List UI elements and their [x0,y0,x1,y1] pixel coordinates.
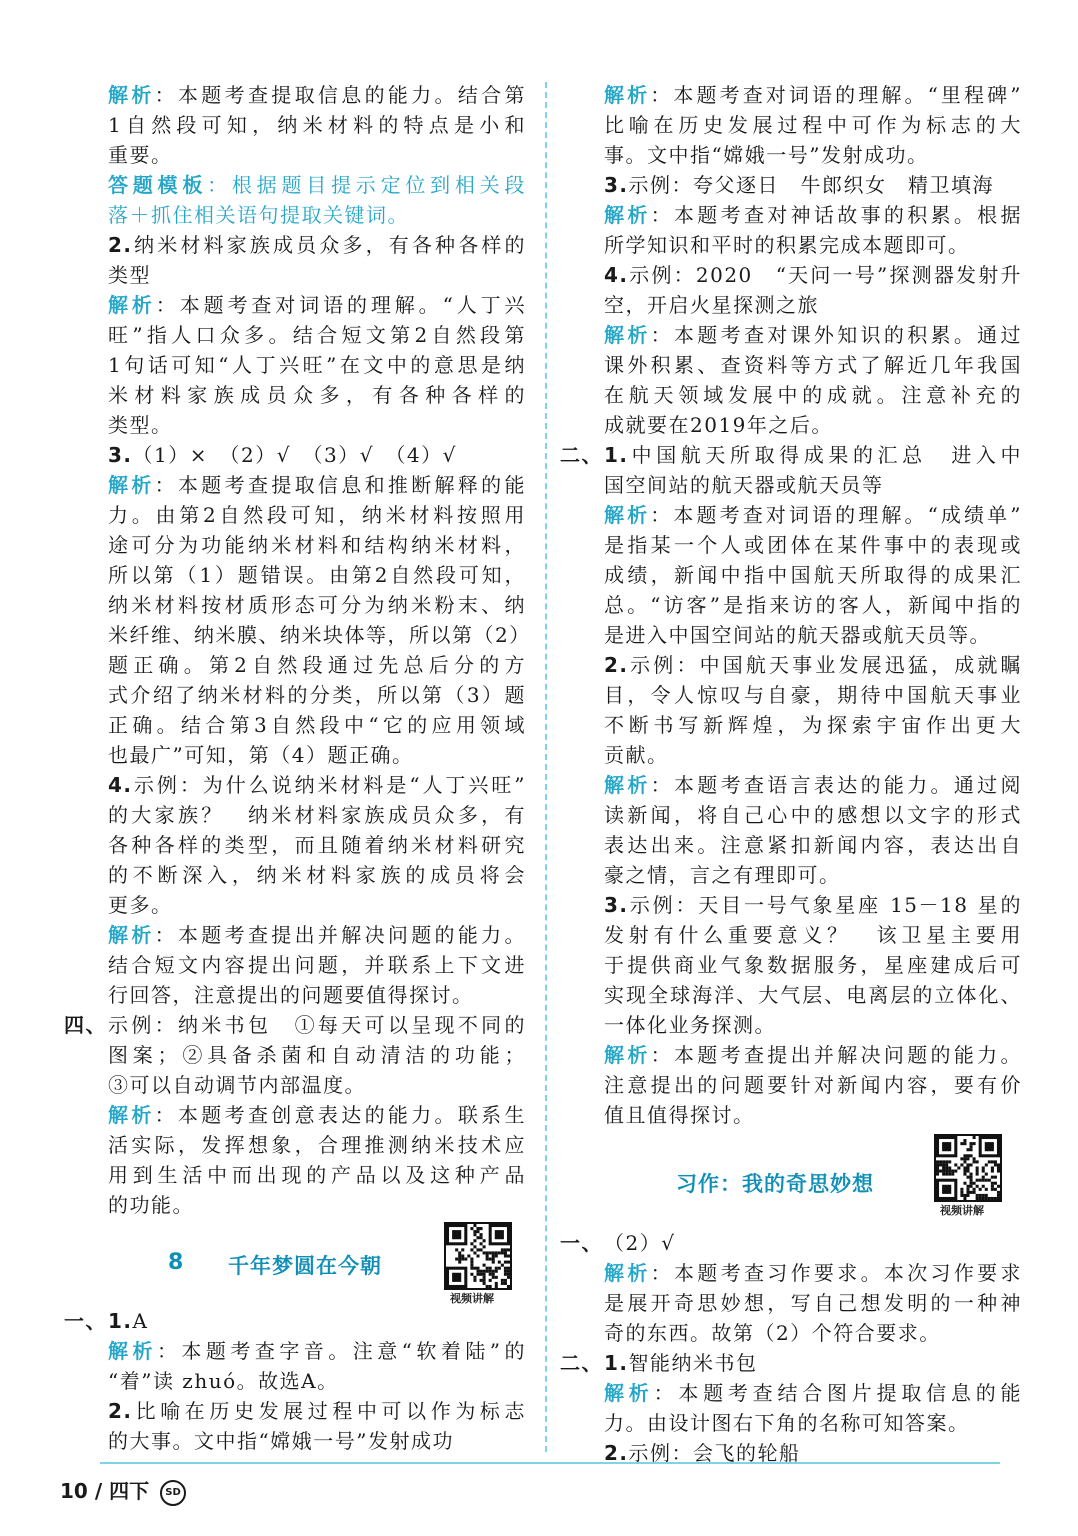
line-text: 示例：天目一号气象星座 15－18 星的 [628,893,1022,917]
line-text: （1）× （2）√ （3）√ （4）√ [132,443,457,467]
text-line [108,140,526,170]
line-text: 目，令人惊叹与自豪，期待中国航天事业 [604,683,1022,707]
question-number: 3. [108,443,133,467]
text-line [108,230,526,260]
text-line [604,530,1022,560]
line-text: 发射有什么重要意义？ 该卫星主要用 [604,923,1022,947]
text-line [560,1228,1022,1258]
text-line [108,620,531,650]
text-line [604,620,1022,650]
right-column [560,80,1023,1468]
line-text: 题正确。第2自然段通过先总后分的方 [108,653,526,677]
right-answers-block [560,80,1023,1130]
text-line [108,1396,526,1426]
line-text: 国空间站的航天器或航天员等 [604,473,884,497]
line-text: 贡献。 [604,743,669,767]
text-line [108,320,526,350]
text-line [604,740,1022,770]
line-text: 智能纳米书包 [628,1351,758,1375]
text-line [108,470,526,500]
line-text: 落＋抓住相关语句提取关键词。 [108,203,409,227]
text-line [108,830,526,860]
line-text: ：本题考查对词语的理解。“成绩单” [650,503,1023,527]
line-text: ：本题考查提取信息的能力。结合第 [154,83,527,107]
text-line [108,680,526,710]
text-line [108,1190,526,1220]
question-number: 3. [604,893,629,917]
analysis-label: 解析 [604,1381,654,1405]
line-text: ：本题考查结合图片提取信息的能 [653,1381,1022,1405]
line-text: 重要。 [108,143,173,167]
text-line [604,140,1022,170]
line-text: 纳米材料家族成员众多，有各种各样的 [132,233,526,257]
line-text: 读新闻，将自己心中的感想以文字的形式 [604,803,1022,827]
text-line [108,350,526,380]
text-line [108,530,526,560]
analysis-label: 解析 [604,83,651,107]
line-text: 空，开启火星探测之旅 [604,293,819,317]
line-text: ：本题考查字音。注意“软着陆”的 [156,1339,527,1363]
analysis-label: 解析 [108,473,155,497]
left-answers-block [64,80,531,1220]
analysis-label: 解析 [108,1103,155,1127]
text-line [108,260,526,290]
text-line [108,740,526,770]
question-number: 2. [604,653,629,677]
analysis-label: 解析 [604,773,651,797]
column-divider [545,82,547,1452]
line-text: 也最广”可知，第（4）题正确。 [108,743,414,767]
line-text: ：本题考查创意表达的能力。联系生 [154,1103,527,1127]
line-text: 的不断深入，纳米材料家族的成员将会 [108,863,526,887]
line-text: 一体化业务探测。 [604,1013,776,1037]
line-text: 的大家族？ 纳米材料家族成员众多，有 [108,803,526,827]
section-marker: 四、 [64,1013,107,1037]
line-text: 示例：夸父逐日 牛郎织女 精卫填海 [628,173,995,197]
text-line [108,890,526,920]
line-text: 是进入中国空间站的航天器或航天员等。 [604,623,991,647]
text-line [108,1100,526,1130]
line-text: ：本题考查提出并解决问题的能力。 [154,923,527,947]
text-line [604,80,1022,110]
text-line [604,170,1022,200]
line-text: ：本题考查对课外知识的积累。通过 [650,323,1023,347]
template-label: 答题模板 [108,173,208,197]
text-line [108,590,526,620]
text-line [108,560,526,590]
text-line [604,800,1022,830]
text-line [604,1040,1022,1070]
composition-header [604,1130,1022,1228]
text-line [108,860,526,890]
lesson-8-answers [64,1306,527,1456]
analysis-label: 解析 [604,1043,651,1067]
text-line [604,350,1022,380]
text-line [108,410,526,440]
text-line [604,1070,1022,1100]
line-text: 总。“访客”是指来访的客人，新闻中指的 [604,593,1022,617]
section-marker: 二、 [560,1351,603,1375]
text-line [604,1378,1022,1408]
line-text: 事。文中指“嫦娥一号”发射成功。 [604,143,929,167]
lesson-8-header [108,1220,526,1306]
text-line [604,1258,1022,1288]
text-line [604,1288,1022,1318]
line-text: 示例：2020 “天问一号”探测器发射升 [628,263,1022,287]
line-text: ：本题考查习作要求。本次习作要求 [650,1261,1023,1285]
text-line [64,1306,526,1336]
text-line [604,260,1022,290]
line-text: 各种各样的类型，而且随着纳米材料研究 [108,833,526,857]
analysis-label: 解析 [108,293,156,317]
qr-code-icon[interactable] [934,1134,1002,1202]
line-text: 豪之情，言之有理即可。 [604,863,841,887]
text-line [108,380,526,410]
text-line [604,1318,1022,1348]
page-separator: / [94,1479,103,1503]
lesson-title: 千年梦圆在今朝 [228,1254,382,1278]
text-line [604,680,1022,710]
text-line [108,500,526,530]
line-text: 正确。结合第3自然段中“它的应用领域 [108,713,526,737]
text-line [560,1348,1022,1378]
text-line [108,200,526,230]
text-line [604,890,1022,920]
line-text: ：本题考查对词语的理解。“人丁兴 [155,293,526,317]
text-line [604,380,1022,410]
line-text: 的功能。 [108,1193,194,1217]
line-text: 所以第（1）题错误。由第2自然段可知， [108,563,526,587]
line-text: 成就要在2019年之后。 [604,413,833,437]
line-text: 示例：为什么说纳米材料是“人丁兴旺” [132,773,526,797]
text-line [108,980,526,1010]
text-line [604,560,1022,590]
text-line [108,1366,526,1396]
line-text: ③可以自动调节内部温度。 [108,1073,366,1097]
question-number: 1. [108,1309,133,1333]
analysis-label: 解析 [108,923,155,947]
page-footer [60,1475,186,1506]
text-line [108,440,526,470]
text-line [108,710,526,740]
text-line [560,440,1022,470]
line-text: ：本题考查语言表达的能力。通过阅 [650,773,1023,797]
section-marker: 一、 [560,1231,603,1255]
line-text: 类型。 [108,413,173,437]
text-line [604,410,1022,440]
line-text: 比喻在历史发展过程中可作为标志的大 [604,113,1022,137]
text-line [604,230,1022,260]
question-number: 2. [108,233,133,257]
composition-title: 习作：我的奇思妙想 [676,1172,874,1196]
text-line [108,770,526,800]
qr-caption: 视频讲解 [940,1204,984,1217]
text-line [108,80,526,110]
text-line [108,800,526,830]
text-line [604,200,1022,230]
line-text: 类型 [108,263,151,287]
text-line [604,470,1022,500]
section-marker: 一、 [64,1309,107,1333]
line-text: 表达出来。注意紧扣新闻内容，表达出自 [604,833,1022,857]
section-marker: 二、 [560,443,603,467]
question-number: 3. [604,173,629,197]
qr-caption: 视频讲解 [450,1292,494,1305]
line-text: 1自然段可知，纳米材料的特点是小和 [108,113,526,137]
line-text: ：本题考查对神话故事的积累。根据 [650,203,1023,227]
line-text: 的大事。文中指“嫦娥一号”发射成功 [108,1429,454,1453]
text-line [604,590,1022,620]
line-text: ：根据题目提示定位到相关段 [207,173,526,197]
text-line [108,1426,526,1456]
line-text: ：本题考查提出并解决问题的能力。 [650,1043,1023,1067]
analysis-label: 解析 [604,323,651,347]
question-number: 2. [604,1441,629,1465]
line-text: ：本题考查提取信息和推断解释的能 [154,473,527,497]
text-line [604,950,1022,980]
line-text: 奇的东西。故第（2）个符合要求。 [604,1321,941,1345]
text-line [108,920,526,950]
line-text: 实现全球海洋、大气层、电离层的立体化、 [604,983,1022,1007]
line-text: 旺”指人口众多。结合短文第2自然段第 [108,323,526,347]
text-line [108,1130,526,1160]
line-text: 结合短文内容提出问题，并联系上下文进 [108,953,526,977]
line-text: A [132,1309,149,1333]
question-number: 4. [108,773,133,797]
question-number: 2. [108,1399,133,1423]
line-text: 行回答，注意提出的问题要值得探讨。 [108,983,474,1007]
line-text: 注意提出的问题要针对新闻内容，要有价 [604,1073,1022,1097]
line-text: 示例：会飞的轮船 [628,1441,801,1465]
line-text: 示例：中国航天事业发展迅猛，成就瞩 [628,653,1022,677]
text-line [604,320,1022,350]
line-text: 途可分为功能纳米材料和结构纳米材料， [108,533,526,557]
line-text: 力。由设计图右下角的名称可知答案。 [604,1411,970,1435]
text-line [108,170,526,200]
line-text: 不断书写新辉煌，为探索宇宙作出更大 [604,713,1022,737]
text-line [108,1160,526,1190]
analysis-label: 解析 [604,1261,651,1285]
text-line [604,500,1022,530]
line-text: 课外积累、查资料等方式了解近几年我国 [604,353,1022,377]
line-text: 在航天领域发展中的成就。注意补充的 [604,383,1022,407]
question-number: 1. [604,443,629,467]
line-text: 米纤维、纳米膜、纳米块体等，所以第（2） [108,623,531,647]
text-line [604,110,1022,140]
analysis-label: 解析 [604,203,651,227]
analysis-label: 解析 [108,1339,157,1363]
text-line [108,110,526,140]
line-text: 成绩，新闻中指中国航天所取得的成果汇 [604,563,1022,587]
text-line [604,1408,1022,1438]
line-text: 示例：纳米书包 ①每天可以呈现不同的 [108,1013,526,1037]
line-text: 所学知识和平时的积累完成本题即可。 [604,233,970,257]
text-line [108,1040,526,1070]
analysis-label: 解析 [108,83,155,107]
text-line [108,290,526,320]
qr-code-icon[interactable] [444,1222,512,1290]
line-text: 值且值得探讨。 [604,1103,755,1127]
composition-answers [560,1228,1023,1468]
text-line [604,830,1022,860]
text-line [108,1070,526,1100]
question-number: 4. [604,263,629,287]
line-text: 用到生活中而出现的产品以及这种产品 [108,1163,526,1187]
line-text: 纳米材料按材质形态可分为纳米粉末、纳 [108,593,526,617]
line-text: 活实际，发挥想象，合理推测纳米技术应 [108,1133,526,1157]
edition-badge: SD [160,1480,186,1506]
line-text: 是指某一个人或团体在某件事中的表现或 [604,533,1022,557]
line-text: 于提供商业气象数据服务，星座建成后可 [604,953,1022,977]
text-line [604,650,1022,680]
analysis-label: 解析 [604,503,651,527]
lesson-number: 8 [168,1250,184,1275]
line-text: （2）√ [604,1231,676,1255]
line-text: 更多。 [108,893,173,917]
text-line [64,1010,526,1040]
line-text: “着”读 zhuó。故选A。 [108,1369,339,1393]
text-line [108,650,526,680]
text-line [108,1336,526,1366]
text-line [604,290,1022,320]
text-line [604,770,1022,800]
grade-label: 四下 [109,1479,150,1503]
footer-rule [100,1462,1000,1464]
question-number: 1. [604,1351,629,1375]
text-line [604,1100,1022,1130]
line-text: ：本题考查对词语的理解。“里程碑” [650,83,1023,107]
page-number: 10 [60,1479,88,1503]
line-text: 比喻在历史发展过程中可以作为标志 [132,1399,526,1423]
line-text: 图案；②具备杀菌和自动清洁的功能； [108,1043,526,1067]
left-column [64,80,531,1456]
line-text: 中国航天所取得成果的汇总 进入中 [628,443,1022,467]
line-text: 1句话可知“人丁兴旺”在文中的意思是纳 [108,353,526,377]
line-text: 米材料家族成员众多，有各种各样的 [108,383,526,407]
text-line [604,710,1022,740]
line-text: 是展开奇思妙想，写自己想发明的一种神 [604,1291,1022,1315]
text-line [604,1010,1022,1040]
line-text: 式介绍了纳米材料的分类，所以第（3）题 [108,683,526,707]
line-text: 力。由第2自然段可知，纳米材料按照用 [108,503,526,527]
text-line [604,980,1022,1010]
text-line [604,860,1022,890]
text-line [108,950,526,980]
text-line [604,920,1022,950]
